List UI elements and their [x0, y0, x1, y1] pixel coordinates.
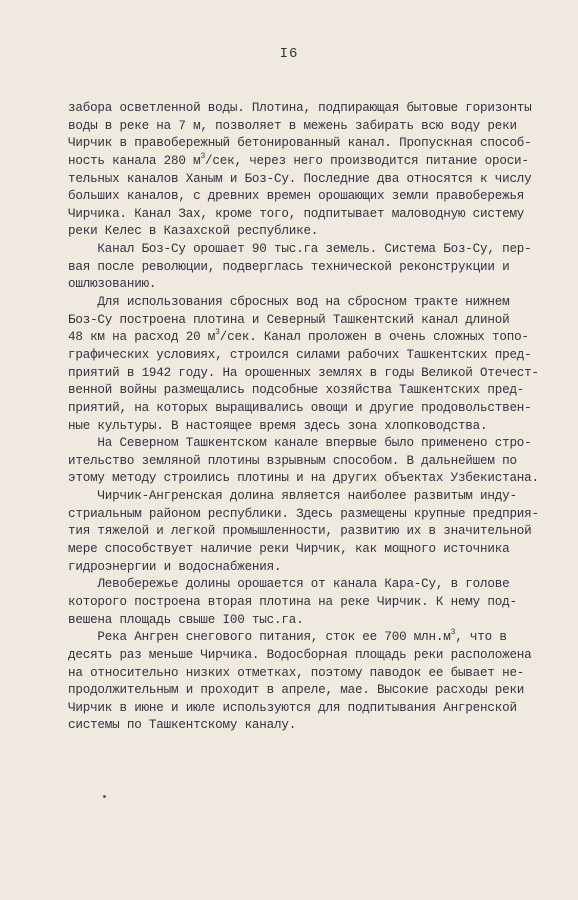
line-text: 48 км на расход 20 м — [68, 330, 216, 345]
line-text: тия тяжелой и легкой промышленности, развитию их в значительной — [68, 524, 532, 539]
line-text: венной войны размещались подсобные хозяйства Ташкентских пред- — [68, 383, 525, 398]
paragraph — [68, 629, 572, 735]
text-line — [68, 682, 572, 700]
text-line — [68, 259, 572, 277]
line-text: Чирчик в июне и июле используются для подпитывания Ангренской — [68, 700, 517, 715]
text-line — [68, 347, 572, 365]
paragraph — [68, 488, 572, 576]
line-text: Чирчик в правобережный бетонированный канал. Пропускная способ- — [68, 136, 532, 151]
text-line — [68, 717, 572, 735]
line-text: Чирчик-Ангренская долина является наиболее развитым инду- — [68, 489, 517, 504]
line-text: стриальным районом республики. Здесь размещены крупные предприя- — [68, 506, 539, 521]
line-text: реки Келес в Казахской республике. — [68, 224, 319, 239]
text-line — [68, 118, 572, 136]
body-text — [68, 100, 572, 735]
line-text: продолжительным и проходит в апреле, мае. Высокие расходы реки — [68, 683, 525, 698]
text-line — [68, 400, 572, 418]
superscript: 3 — [200, 151, 206, 161]
text-line — [68, 153, 572, 171]
text-line — [68, 241, 572, 259]
text-line — [68, 100, 572, 118]
text-line — [68, 223, 572, 241]
text-line — [68, 665, 572, 683]
line-text: Боз-Су построена плотина и Северный Ташкентский канал длиной — [68, 312, 510, 327]
paragraph — [68, 294, 572, 435]
line-text: Чирчика. Канал Зах, кроме того, подпитывает маловодную систему — [68, 206, 525, 221]
paragraph — [68, 576, 572, 629]
text-line — [68, 647, 572, 665]
superscript: 3 — [215, 328, 220, 338]
text-line — [68, 171, 572, 189]
line-text: воды в реке на 7 м, позволяет в межень забирать всю воду реки — [68, 118, 517, 133]
line-text: Река Ангрен снегового питания, сток ее 700 млн.м — [68, 630, 451, 645]
text-line — [68, 418, 572, 436]
line-text: системы по Ташкентскому каналу. — [68, 718, 297, 733]
text-line — [68, 594, 572, 612]
text-line — [68, 365, 572, 383]
line-text: Левобережье долины орошается от канала Кара-Су, в голове — [68, 577, 510, 592]
line-text: Канал Боз-Су орошает 90 тыс.га земель. Система Боз-Су, пер- — [68, 242, 532, 257]
text-line — [68, 382, 572, 400]
paragraph — [68, 100, 572, 241]
text-line — [68, 541, 572, 559]
text-line — [68, 435, 572, 453]
line-text: вешена площадь свыше I00 тыс.га. — [68, 612, 304, 627]
text-line — [68, 206, 572, 224]
page-number: I6 — [279, 46, 299, 62]
line-text: мере способствует наличие реки Чирчик, как мощного источника — [68, 542, 510, 557]
line-text-continued: /сек. Канал проложен в очень сложных топо- — [219, 330, 529, 345]
line-text: ные культуры. В настоящее время здесь зона хлопководства. — [68, 418, 488, 433]
line-text: этому методу строились плотины и на других объектах Узбекистана. — [68, 471, 539, 486]
text-line — [68, 188, 572, 206]
paragraph — [68, 241, 572, 294]
paragraph — [68, 435, 572, 488]
line-text: которого построена вторая плотина на реке Чирчик. К нему под- — [68, 594, 517, 609]
superscript: 3 — [450, 628, 456, 638]
text-line — [68, 559, 572, 577]
line-text: на относительно низких отметках, поэтому паводок ее бывает не- — [68, 665, 525, 680]
line-text: тельных каналов Ханым и Боз-Су. Последние два относятся к числу — [68, 171, 532, 186]
line-text: ительство земляной плотины взрывным способом. В дальнейшем по — [68, 453, 517, 468]
text-line — [68, 276, 572, 294]
text-line — [68, 612, 572, 630]
line-text: забора осветленной воды. Плотина, подпирающая бытовые горизонты — [68, 101, 532, 115]
text-line — [68, 453, 572, 471]
line-text: Для использования сбросных вод на сбросном тракте нижнем — [68, 295, 510, 310]
text-line — [68, 700, 572, 718]
line-text: На Северном Ташкентском канале впервые было применено стро- — [68, 436, 532, 451]
text-line — [68, 506, 572, 524]
text-line — [68, 329, 572, 347]
line-text: графических условиях, строился силами рабочих Ташкентских пред- — [68, 347, 532, 362]
line-text: вая после революции, подверглась технической реконструкции и — [68, 259, 510, 274]
text-line — [68, 629, 572, 647]
text-line — [68, 576, 572, 594]
text-line — [68, 470, 572, 488]
text-line — [68, 312, 572, 330]
line-text: приятий, на которых выращивались овощи и другие продовольствен- — [68, 400, 532, 415]
line-text: ошлюзованию. — [68, 277, 157, 292]
ink-speck — [103, 795, 106, 798]
line-text: гидроэнергии и водоснабжения. — [68, 559, 282, 574]
text-line — [68, 523, 572, 541]
text-line — [68, 488, 572, 506]
line-text: больших каналов, с древних времен орошающих земли правобережья — [68, 189, 525, 204]
line-text: десять раз меньше Чирчика. Водосборная площадь реки расположена — [68, 647, 532, 662]
line-text: ность канала 280 м — [68, 153, 201, 168]
text-line — [68, 135, 572, 153]
text-line — [68, 294, 572, 312]
line-text-continued: , что в — [455, 630, 507, 645]
line-text-continued: /сек, через него производится питание ороси- — [205, 153, 529, 168]
line-text: приятий в 1942 году. На орошенных землях в годы Великой Отечест- — [68, 365, 539, 380]
